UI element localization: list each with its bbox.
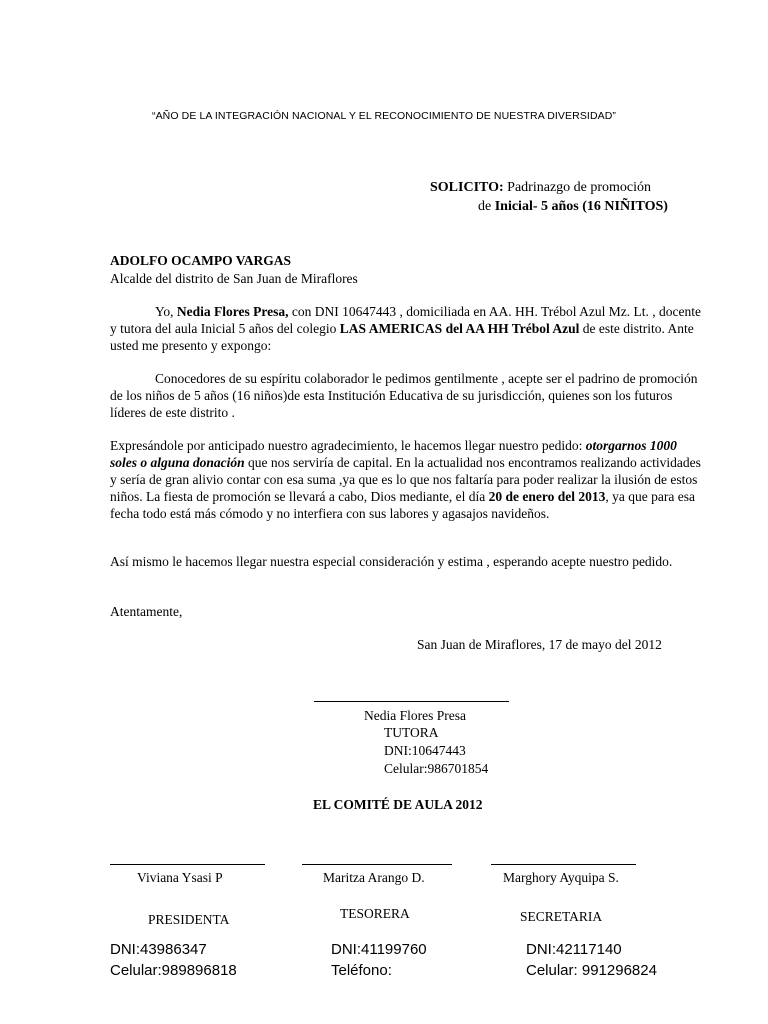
subject-text: Padrinazgo de promoción: [503, 180, 652, 195]
paragraph-2: [110, 370, 702, 421]
member-contact-tesorera: Teléfono:: [331, 962, 392, 979]
signer-cell: Celular:986701854: [384, 761, 489, 776]
member-dni-tesorera: DNI:41199760: [331, 941, 427, 958]
subject-line-2: [478, 199, 668, 215]
p3-text-3: , ya que para esa fecha todo está más cómodo y no interfiera con sus labores y agasajos navideños.: [110, 489, 695, 521]
p1-text-2: con DNI 10647443 , domiciliada en AA. HH. Trébol Azul Mz. Lt. , docente y tutora del aula Inicial 5 años del colegio: [110, 304, 701, 336]
member-role-presidenta: PRESIDENTA: [148, 912, 230, 927]
recipient-title: Alcalde del distrito de San Juan de Miraflores: [110, 271, 358, 286]
subject-line-1: [430, 180, 651, 196]
member-name-tesorera: Maritza Arango D.: [323, 870, 425, 885]
paragraph-1: [110, 303, 702, 354]
place-date: San Juan de Miraflores, 17 de mayo del 2012: [417, 637, 662, 652]
member-role-secretaria: SECRETARIA: [520, 909, 603, 924]
p1-text-1: Yo,: [155, 304, 177, 319]
p3-text-2: que nos serviría de capital. En la actualidad nos encontramos realizando actividades y sería de gran alivio contar con esa suma ,ya que es lo que nos faltaría para poder realizar la ilusión de estos niños. La fiesta de promoción se llevará a cabo, Dios mediante, el día: [110, 455, 701, 504]
paragraph-3: [110, 437, 702, 522]
signer-dni: DNI:10647443: [384, 743, 466, 758]
p1-school: LAS AMERICAS del AA HH Trébol Azul: [339, 321, 580, 336]
member-contact-presidenta: Celular:989896818: [110, 962, 237, 979]
member-name-presidenta: Viviana Ysasi P: [137, 870, 223, 885]
p3-date: 20 de enero del 2013: [488, 489, 606, 504]
signature-line-secretaria: [491, 864, 636, 865]
p4-text: Así mismo le hacemos llegar nuestra especial consideración y estima , esperando acepte nuestro pedido.: [110, 554, 673, 569]
member-dni-secretaria: DNI:42117140: [526, 941, 622, 958]
signer-name: Nedia Flores Presa: [364, 708, 466, 723]
signer-role: TUTORA: [384, 725, 439, 740]
member-name-secretaria: Marghory Ayquipa S.: [503, 870, 619, 885]
p1-name: Nedia Flores Presa,: [176, 304, 289, 319]
p3-request: otorgarnos 1000 soles o alguna donación: [110, 438, 677, 470]
recipient-name: ADOLFO OCAMPO VARGAS: [110, 253, 292, 268]
member-contact-secretaria: Celular: 991296824: [526, 962, 657, 979]
closing: Atentamente,: [110, 604, 183, 619]
member-role-tesorera: TESORERA: [340, 906, 410, 921]
p3-text-1: Expresándole por anticipado nuestro agradecimiento, le hacemos llegar nuestro pedido:: [110, 438, 586, 453]
signature-line-tutora: [314, 701, 509, 702]
p1-text-3: de este distrito. Ante usted me presento y expongo:: [110, 321, 694, 353]
paragraph-4: [110, 553, 702, 570]
subject-label: SOLICITO:: [430, 180, 504, 195]
header-motto: “AÑO DE LA INTEGRACIÓN NACIONAL Y EL RECONOCIMIENTO DE NUESTRA DIVERSIDAD”: [151, 110, 617, 122]
signature-line-tesorera: [302, 864, 452, 865]
subject-detail: Inicial- 5 años (16 NIÑITOS): [494, 199, 668, 214]
committee-title: EL COMITÉ DE AULA 2012: [313, 797, 483, 812]
member-dni-presidenta: DNI:43986347: [110, 941, 207, 958]
p2-text: Conocedores de su espíritu colaborador le pedimos gentilmente , acepte ser el padrino de promoción de los niños de 5 años (16 niños)de esta Institución Educativa de su jurisdicción, quienes son los futuros líderes de este distrito .: [110, 371, 698, 420]
subject-prefix: de: [478, 199, 495, 214]
signature-line-presidenta: [110, 864, 265, 865]
